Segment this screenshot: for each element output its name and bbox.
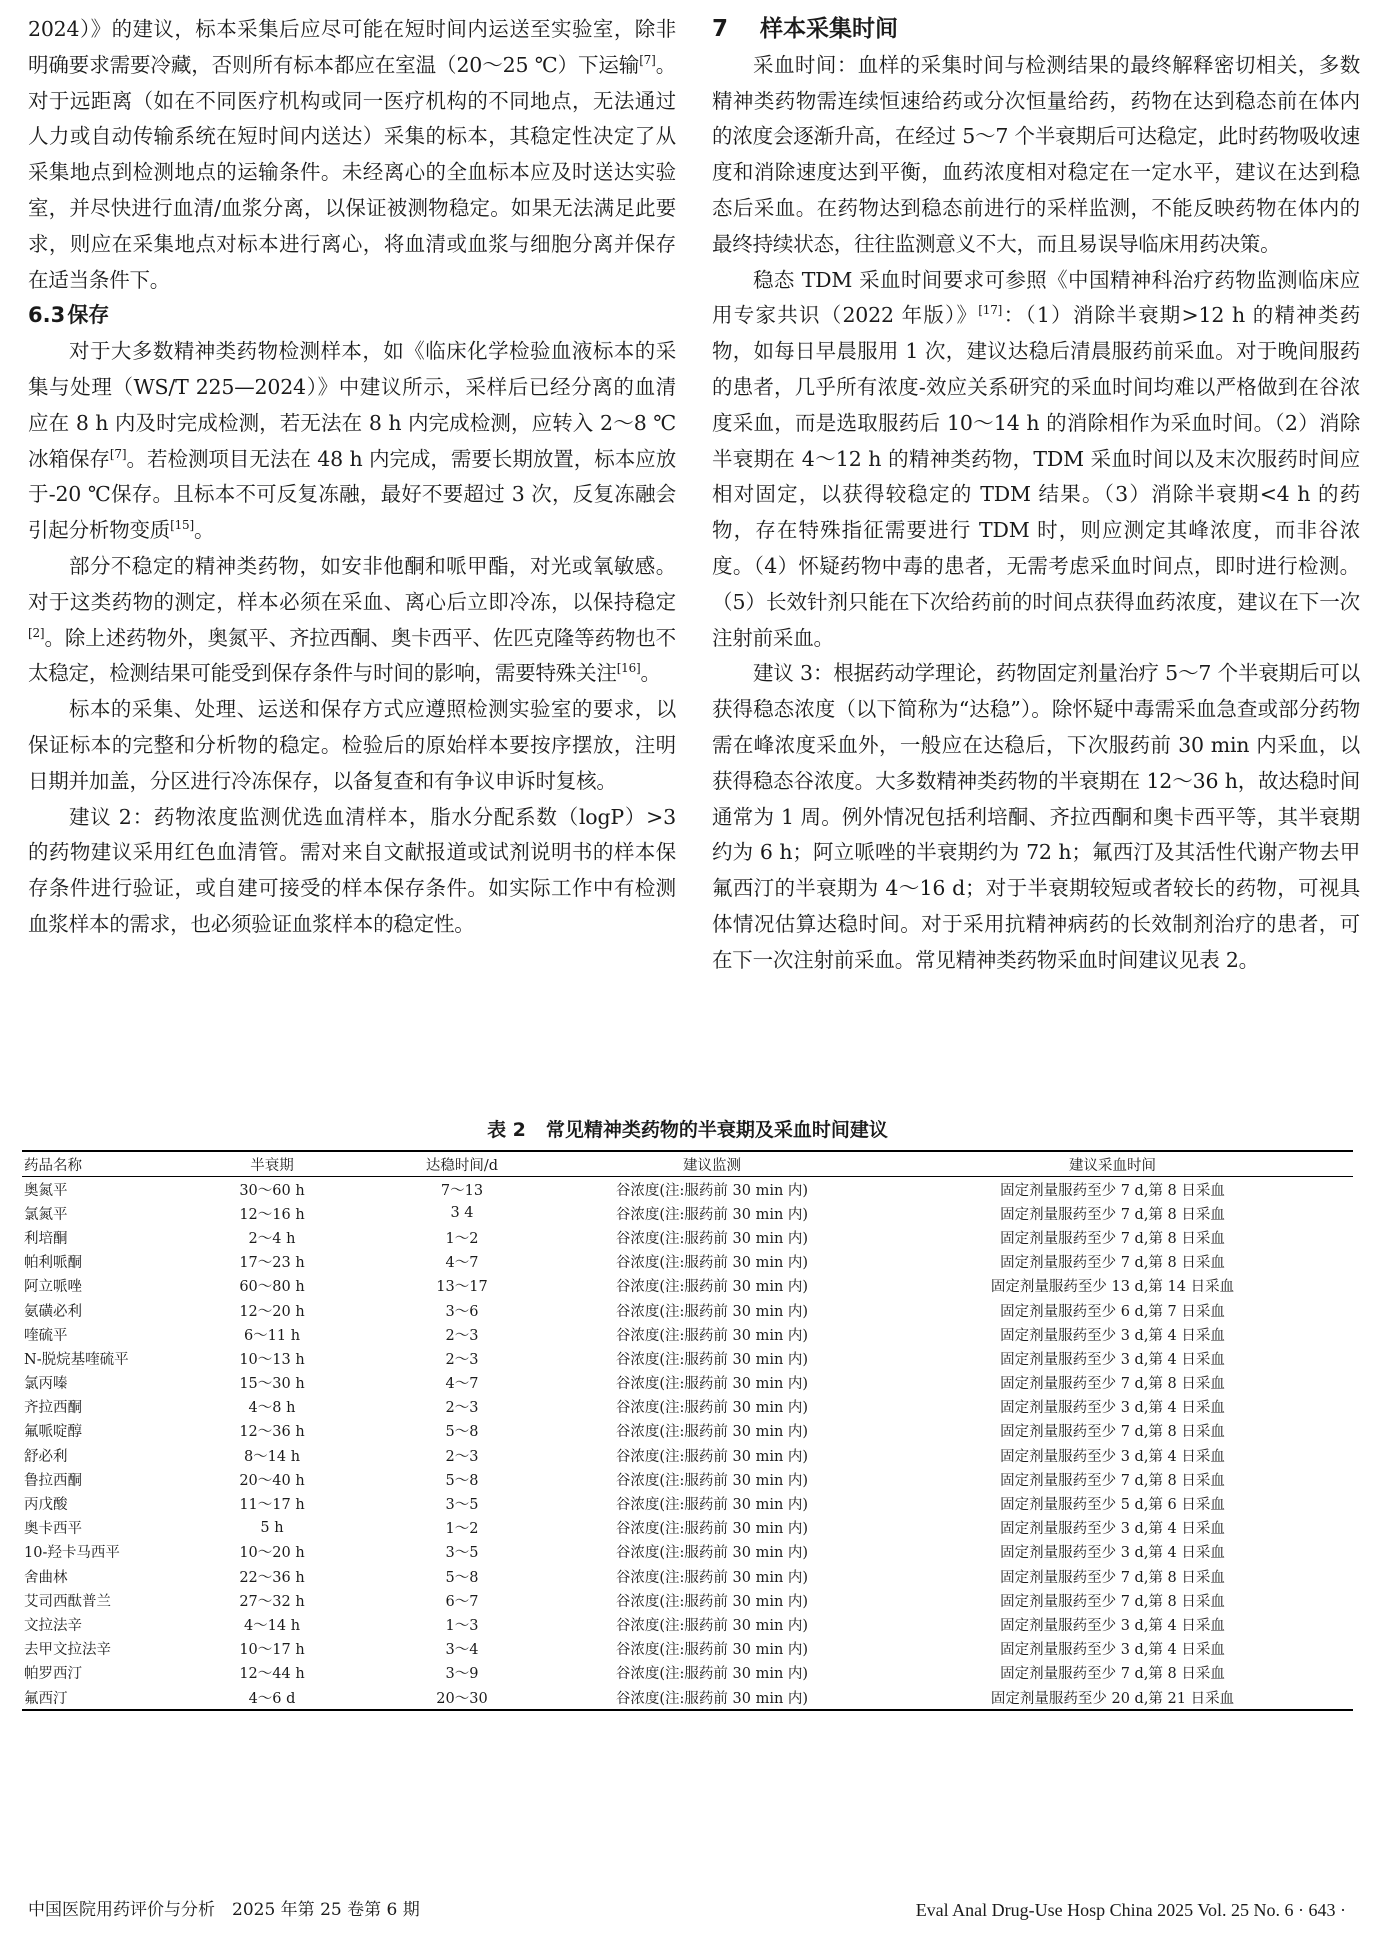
section-heading-7: 7 样本采集时间 [712, 16, 899, 42]
table-row [22, 1588, 1353, 1612]
citation: [15] [170, 518, 194, 533]
table-cell: 12～16 h [239, 1206, 305, 1223]
table-cell: 2～4 h [248, 1230, 296, 1247]
table-cell: 12～36 h [239, 1424, 305, 1441]
table-row [22, 1661, 1353, 1685]
column-header: 达稳时间/d [425, 1157, 499, 1174]
table-cell: 固定剂量服药至少 7 d,第 8 日采血 [1000, 1472, 1225, 1489]
table-cell: 谷浓度(注:服药前 30 min 内) [615, 1376, 809, 1393]
table-row [22, 1612, 1353, 1636]
table-cell: 谷浓度(注:服药前 30 min 内) [615, 1690, 809, 1707]
table-row [22, 1467, 1353, 1491]
table-cell: 固定剂量服药至少 7 d,第 8 日采血 [1000, 1666, 1225, 1683]
table-cell: 舒必利 [24, 1448, 68, 1465]
table-cell: 文拉法辛 [24, 1617, 82, 1634]
table-cell: 3～9 [445, 1666, 479, 1683]
table-cell: 固定剂量服药至少 3 d,第 4 日采血 [1000, 1521, 1225, 1538]
table-cell: 喹硫平 [24, 1327, 68, 1344]
table-cell: 22～36 h [239, 1569, 305, 1586]
table-cell: 5～8 [445, 1424, 479, 1441]
table-row [22, 1540, 1353, 1564]
data-table [22, 1150, 1353, 1711]
table-cell: 谷浓度(注:服药前 30 min 内) [615, 1424, 809, 1441]
table-row [22, 1177, 1353, 1202]
table-row [22, 1201, 1353, 1225]
table-cell: 2～3 [445, 1327, 479, 1344]
table-row [22, 1225, 1353, 1249]
table-cell: 4～7 [445, 1376, 479, 1393]
table-cell: 阿立哌唑 [24, 1279, 82, 1296]
table-cell: 20～40 h [239, 1472, 305, 1489]
table-cell: 27～32 h [239, 1593, 305, 1610]
table-cell: 丙戊酸 [24, 1497, 68, 1514]
journal-citation-en: Eval Anal Drug-Use Hosp China 2025 Vol. 25 No. 6 · 643 · [915, 1900, 1346, 1920]
table-cell: 鲁拉西酮 [24, 1472, 82, 1489]
table-cell: 艾司西酞普兰 [24, 1593, 111, 1610]
table-cell: 3 4 [450, 1205, 474, 1222]
table-cell: 4～14 h [243, 1617, 301, 1634]
table-cell: 氟西汀 [24, 1690, 68, 1707]
table-cell: 固定剂量服药至少 6 d,第 7 日采血 [1000, 1303, 1225, 1320]
paragraph: 对于大多数精神类药物检测样本，如《临床化学检验血液标本的采集与处理（WS/T 225—2024）》中建议所示，采样后已经分离的血清应在 8 h 内及时完成检测，若无法在 8 h 内完成检测，应转入 2～8 ℃冰箱保存[7]。若检测项目无法在 48 h 内完成，需要长期放置，标本应放于-20 ℃保存。且标本不可反复冻融，最好不要超过 3 次，反复冻融会引起分析物变质[15]。 [28, 339, 676, 543]
table-cell: 2～3 [445, 1400, 479, 1417]
table-cell: 固定剂量服药至少 5 d,第 6 日采血 [1000, 1497, 1225, 1514]
table-cell: 2～3 [445, 1448, 479, 1465]
table-cell: 氟哌啶醇 [24, 1424, 82, 1441]
paragraph: 稳态 TDM 采血时间要求可参照《中国精神科治疗药物监测临床应用专家共识（2022 年版）》[17]：（1）消除半衰期>12 h 的精神类药物，如每日早晨服用 1 次，建议达稳后清晨服药前采血。对于晚间服药的患者，几乎所有浓度-效应关系研究的采血时间均难以严格做到在谷浓度采血，而是选取服药后 10～14 h 的消除相作为采血时间。（2）消除半衰期在 4～12 h 的精神类药物，TDM 采血时间以及末次服药时间应相对固定，以获得较稳定的 TDM 结果。（3）消除半衰期<4 h 的药物，存在特殊指征需要进行 TDM 时，则应测定其峰浓度，而非谷浓度。（4）怀疑药物中毒的患者，无需考虑采血时间点，即时进行检测。（5）长效针剂只能在下次给药前的时间点获得血药浓度，建议在下一次注射前采血。 [712, 267, 1360, 650]
table-row [22, 1298, 1353, 1322]
table-cell: 13～17 [436, 1279, 488, 1296]
table-cell: 6～11 h [243, 1327, 301, 1344]
table-cell: 3～5 [445, 1497, 479, 1514]
table-cell: 谷浓度(注:服药前 30 min 内) [615, 1255, 809, 1272]
table-cell: 8～14 h [243, 1448, 301, 1465]
table-cell: 固定剂量服药至少 7 d,第 8 日采血 [1000, 1182, 1225, 1199]
table-cell: 谷浓度(注:服药前 30 min 内) [615, 1279, 809, 1296]
table-cell: 固定剂量服药至少 3 d,第 4 日采血 [1000, 1351, 1225, 1368]
column-header: 建议采血时间 [1069, 1157, 1156, 1174]
table-cell: 谷浓度(注:服药前 30 min 内) [615, 1497, 809, 1514]
table-cell: 谷浓度(注:服药前 30 min 内) [615, 1400, 809, 1417]
paragraph: 部分不稳定的精神类药物，如安非他酮和哌甲酯，对光或氧敏感。对于这类药物的测定，样本必须在采血、离心后立即冷冻，以保持稳定[2]。除上述药物外，奥氮平、齐拉西酮、奥卡西平、佐匹克隆等药物也不太稳定，检测结果可能受到保存条件与时间的影响，需要特殊关注[16]。 [28, 553, 676, 686]
paragraph: 建议 3：根据药动学理论，药物固定剂量治疗 5～7 个半衰期后可以获得稳态浓度（以下简称为“达稳”）。除怀疑中毒需采血急查或部分药物需在峰浓度采血外，一般应在达稳后，下次服药前 30 min 内采血，以获得稳态谷浓度。大多数精神类药物的半衰期在 12～36 h，故达稳时间通常为 1 周。例外情况包括利培酮、齐拉西酮和奥卡西平等，其半衰期约为 6 h；阿立哌唑的半衰期约为 72 h；氟西汀及其活性代谢产物去甲氟西汀的半衰期为 4～16 d；对于半衰期较短或者较长的药物，可视具体情况估算达稳时间。对于采用抗精神病药的长效制剂治疗的患者，可在下一次注射前采血。常见精神类药物采血时间建议见表 2。 [712, 661, 1360, 972]
table-cell: 谷浓度(注:服药前 30 min 内) [615, 1206, 809, 1223]
column-header: 建议监测 [683, 1157, 741, 1174]
table-cell: 5～8 [445, 1472, 479, 1489]
table-cell: 5 h [260, 1519, 284, 1536]
table-row [22, 1274, 1353, 1298]
table-cell: 去甲文拉法辛 [24, 1642, 111, 1659]
citation: [16] [616, 661, 641, 676]
table-cell: 1～2 [445, 1230, 479, 1247]
table-cell: 3～4 [445, 1642, 479, 1659]
table-cell: 20～30 [436, 1690, 488, 1707]
table-cell: 固定剂量服药至少 7 d,第 8 日采血 [1000, 1376, 1225, 1393]
section-heading-6-3: 6.3 保存 [28, 303, 110, 328]
table-cell: 2～3 [445, 1351, 479, 1368]
table-cell: 谷浓度(注:服药前 30 min 内) [615, 1666, 809, 1683]
table-cell: 固定剂量服药至少 3 d,第 4 日采血 [1000, 1545, 1225, 1562]
table-cell: 氯氮平 [24, 1206, 68, 1223]
page-footer [28, 1896, 1346, 1924]
table-cell: 10～13 h [239, 1351, 305, 1368]
table-cell: 1～2 [445, 1521, 479, 1538]
paragraph: 建议 2：药物浓度监测优选血清样本，脂水分配系数（logP）>3 的药物建议采用红色血清管。需对来自文献报道或试剂说明书的样本保存条件进行验证，或自建可接受的样本保存条件。如实际工作中有检测血浆样本的需求，也必须验证血浆样本的稳定性。 [28, 804, 676, 936]
table-cell: 15～30 h [239, 1376, 305, 1393]
table-row [22, 1516, 1353, 1540]
paragraph: 2024）》的建议，标本采集后应尽可能在短时间内运送至实验室，除非明确要求需要冷藏，否则所有标本都应在室温（20～25 ℃）下运输[7]。对于远距离（如在不同医疗机构或同一医疗机构的不同地点，无法通过人力或自动传输系统在短时间内送达）采集的标本，其稳定性决定了从采集地点到检测地点的运输条件。未经离心的全血标本应及时送达实验室，并尽快进行血清/血浆分离，以保证被测物稳定。如果无法满足此要求，则应在采集地点对标本进行离心，将血清或血浆与细胞分离并保存在适当条件下。 [28, 17, 676, 292]
table-cell: 谷浓度(注:服药前 30 min 内) [615, 1182, 809, 1199]
paragraph: 标本的采集、处理、运送和保存方式应遵照检测实验室的要求，以保证标本的完整和分析物的稳定。检验后的原始样本要按序摆放，注明日期并加盖，分区进行冷冻保存，以备复查和有争议申诉时复核。 [28, 697, 676, 793]
table-cell: 谷浓度(注:服药前 30 min 内) [615, 1569, 809, 1586]
table-cell: 7～13 [440, 1182, 484, 1199]
table-row [22, 1685, 1353, 1710]
citation: [17] [978, 303, 1003, 318]
table-cell: 固定剂量服药至少 7 d,第 8 日采血 [1000, 1255, 1225, 1272]
table-cell: 奥氮平 [24, 1182, 68, 1199]
table-cell: 17～23 h [239, 1255, 305, 1272]
table-cell: 3～6 [445, 1303, 479, 1320]
table-header-row [22, 1151, 1353, 1177]
table-cell: 固定剂量服药至少 20 d,第 21 日采血 [990, 1690, 1235, 1707]
table-cell: 氨磺必利 [24, 1303, 82, 1320]
table-cell: 4～7 [445, 1255, 479, 1272]
table-cell: 6～7 [445, 1593, 479, 1610]
table-row [22, 1250, 1353, 1274]
table-row [22, 1346, 1353, 1370]
table-cell: 谷浓度(注:服药前 30 min 内) [615, 1303, 809, 1320]
table-cell: 30～60 h [239, 1182, 305, 1199]
table-cell: 12～44 h [239, 1666, 305, 1683]
table-cell: 10-羟卡马西平 [24, 1545, 120, 1562]
table-cell: 固定剂量服药至少 7 d,第 8 日采血 [1000, 1593, 1225, 1610]
table-cell: 帕利哌酮 [24, 1255, 82, 1272]
table-row [22, 1322, 1353, 1346]
table-cell: 利培酮 [24, 1230, 68, 1247]
table-row [22, 1491, 1353, 1515]
table-cell: 固定剂量服药至少 13 d,第 14 日采血 [990, 1279, 1235, 1296]
paragraph: 采血时间：血样的采集时间与检测结果的最终解释密切相关，多数精神类药物需连续恒速给药或分次恒量给药，药物在达到稳态前在体内的浓度会逐渐升高，在经过 5～7 个半衰期后可达稳定，此时药物吸收速度和消除速度达到平衡，血药浓度相对稳定在一定水平，建议在达到稳态后采血。在药物达到稳态前进行的采样监测，不能反映药物在体内的最终持续状态，往往监测意义不大，而且易误导临床用药决策。 [712, 52, 1360, 256]
table-cell: 谷浓度(注:服药前 30 min 内) [615, 1448, 809, 1465]
table-row [22, 1564, 1353, 1588]
table-cell: 谷浓度(注:服药前 30 min 内) [615, 1230, 809, 1247]
table-caption: 表 2 常见精神类药物的半衰期及采血时间建议 [487, 1119, 888, 1141]
citation: [7] [109, 446, 127, 461]
table-cell: 4～8 h [248, 1400, 296, 1417]
right-column [712, 12, 1360, 979]
table-cell: 谷浓度(注:服药前 30 min 内) [615, 1593, 809, 1610]
table-cell: 齐拉西酮 [24, 1400, 82, 1417]
table-cell: 谷浓度(注:服药前 30 min 内) [615, 1617, 809, 1634]
table-cell: 固定剂量服药至少 3 d,第 4 日采血 [1000, 1617, 1225, 1634]
citation: [7] [639, 52, 656, 67]
table-cell: 10～17 h [239, 1642, 305, 1659]
table-cell: 帕罗西汀 [24, 1666, 82, 1683]
table-cell: 1～3 [445, 1617, 479, 1634]
table-cell: 固定剂量服药至少 7 d,第 8 日采血 [1000, 1424, 1225, 1441]
table-cell: 舍曲林 [24, 1569, 68, 1586]
table-cell: N-脱烷基喹硫平 [24, 1351, 129, 1368]
table-cell: 固定剂量服药至少 7 d,第 8 日采血 [1000, 1230, 1225, 1247]
citation: [2] [28, 625, 45, 640]
table-cell: 固定剂量服药至少 3 d,第 4 日采血 [1000, 1642, 1225, 1659]
journal-citation-cn: 中国医院用药评价与分析 2025 年第 25 卷第 6 期 [28, 1900, 420, 1920]
table-cell: 3～5 [445, 1545, 479, 1562]
table-cell: 4～6 d [248, 1690, 296, 1707]
table-cell: 谷浓度(注:服药前 30 min 内) [615, 1521, 809, 1538]
table-cell: 12～20 h [239, 1303, 305, 1320]
table-row [22, 1443, 1353, 1467]
table-cell: 谷浓度(注:服药前 30 min 内) [615, 1351, 809, 1368]
table-cell: 固定剂量服药至少 7 d,第 8 日采血 [1000, 1569, 1225, 1586]
table-cell: 固定剂量服药至少 3 d,第 4 日采血 [1000, 1327, 1225, 1344]
column-header: 药品名称 [24, 1157, 82, 1174]
table-row [22, 1395, 1353, 1419]
column-header: 半衰期 [250, 1157, 294, 1174]
table-cell: 谷浓度(注:服药前 30 min 内) [615, 1472, 809, 1489]
table-cell: 固定剂量服药至少 3 d,第 4 日采血 [1000, 1448, 1225, 1465]
table-cell: 60～80 h [239, 1279, 305, 1296]
table-cell: 谷浓度(注:服药前 30 min 内) [615, 1642, 809, 1659]
table-cell: 5～8 [445, 1569, 479, 1586]
table-row [22, 1637, 1353, 1661]
table-cell: 11～17 h [239, 1497, 305, 1514]
table-cell: 固定剂量服药至少 3 d,第 4 日采血 [1000, 1400, 1225, 1417]
table-cell: 谷浓度(注:服药前 30 min 内) [615, 1545, 809, 1562]
table-cell: 谷浓度(注:服药前 30 min 内) [615, 1327, 809, 1344]
left-column [28, 12, 676, 943]
table-cell: 奥卡西平 [24, 1521, 82, 1538]
table-cell: 固定剂量服药至少 7 d,第 8 日采血 [1000, 1206, 1225, 1223]
table-cell: 氯丙嗪 [24, 1376, 68, 1393]
table-row [22, 1419, 1353, 1443]
table-cell: 10～20 h [239, 1545, 305, 1562]
table-row [22, 1371, 1353, 1395]
